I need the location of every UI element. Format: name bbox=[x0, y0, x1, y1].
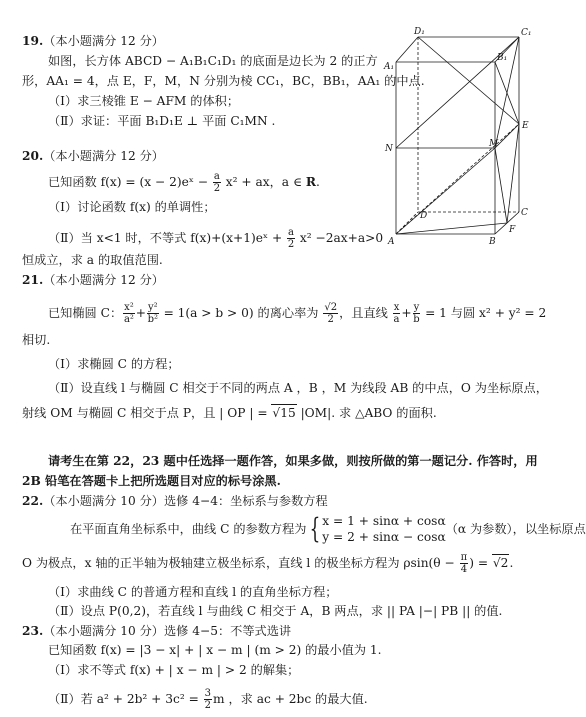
q20-score: （本小题满分 12 分） bbox=[43, 149, 164, 163]
vertex-label-N: N bbox=[385, 144, 393, 154]
q19-stem-line2: 形，AA₁ = 4，点 E，F，M，N 分别为棱 CC₁，BC，BB₁，AA₁ 的中点. bbox=[22, 74, 425, 88]
parametric-system bbox=[322, 513, 445, 545]
vertex-label-B: B bbox=[489, 237, 496, 247]
q20-part2-text-b: x² −2ax+a>0 bbox=[299, 231, 384, 245]
q21-part2-line2 bbox=[22, 404, 437, 421]
q20-stem-text-b: x² + ax，a ∈ bbox=[225, 175, 302, 189]
cuboid-figure bbox=[382, 22, 542, 252]
q22-stem-line2 bbox=[22, 552, 513, 575]
q20-part1: （Ⅰ）讨论函数 f(x) 的单调性； bbox=[48, 200, 216, 214]
fraction-numerator: y² bbox=[148, 302, 158, 313]
q22-text-d: ) = bbox=[469, 556, 489, 570]
vertex-label-C1: C₁ bbox=[521, 28, 532, 38]
q19-number: 19. bbox=[22, 34, 44, 48]
vertex-label-A1: A₁ bbox=[384, 62, 395, 72]
q20-part2-text-a: （Ⅱ）当 x<1 时，不等式 f(x)+(x+1)eˣ + bbox=[48, 231, 283, 245]
sqrt-2: √2 bbox=[492, 556, 509, 570]
q21-text-d: = 1 与圆 x² + y² = 2 bbox=[425, 306, 547, 320]
q22-text-b: （α 为参数），以坐标原点 bbox=[445, 522, 586, 536]
vertex-label-M: M bbox=[489, 139, 499, 149]
fraction-denominator: 4 bbox=[460, 564, 468, 575]
vertex-label-B1: B₁ bbox=[497, 53, 508, 63]
q20-stem-text-c: . bbox=[316, 175, 320, 189]
q22-part1: （Ⅰ）求曲线 C 的普通方程和直线 l 的直角坐标方程； bbox=[48, 585, 338, 599]
fraction-numerator: a bbox=[213, 171, 220, 182]
q21-fraction-y2-b2 bbox=[147, 302, 159, 325]
fraction-numerator: √2 bbox=[324, 302, 338, 313]
parametric-eq-y: y = 2 + sinα − cosα bbox=[322, 530, 446, 544]
q22-score: （本小题满分 10 分）选修 4−4：坐标系与参数方程 bbox=[43, 494, 328, 508]
fraction-denominator: b bbox=[413, 314, 420, 325]
q23-text-b: m ，求 ac + 2bc 的最大值. bbox=[213, 692, 368, 706]
vertex-label-D: D bbox=[420, 211, 428, 221]
q20-stem-text-a: 已知函数 f(x) = (x − 2)eˣ − bbox=[48, 175, 209, 189]
fraction-numerator: 3 bbox=[204, 688, 212, 699]
q19-stem-line1: 如图，长方体 ABCD − A₁B₁C₁D₁ 的底面是边长为 2 的正方 bbox=[48, 54, 378, 68]
sqrt-15: √15 bbox=[272, 406, 296, 420]
q22-text-c: O 为极点，x 轴的正半轴为极轴建立极坐标系，直线 l 的极坐标方程为 ρsin(θ − bbox=[22, 556, 455, 570]
q23-text-a: （Ⅱ）若 a² + 2b² + 3c² = bbox=[48, 692, 199, 706]
plus-sign: + bbox=[401, 306, 412, 320]
notice-line2: 2B 铅笔在答题卡上把所选题目对应的标号涂黑. bbox=[22, 474, 281, 488]
q20-fraction-a-over-2 bbox=[213, 171, 221, 194]
fraction-numerator: a bbox=[288, 227, 295, 238]
vertex-label-D1: D₁ bbox=[414, 27, 425, 37]
q19-part2: （Ⅱ）求证：平面 B₁D₁E ⊥ 平面 C₁MN . bbox=[48, 114, 276, 128]
q23-fraction-3-2 bbox=[204, 688, 212, 711]
q22-header bbox=[22, 493, 328, 509]
q23-number: 23. bbox=[22, 624, 44, 638]
fraction-denominator: a² bbox=[123, 314, 134, 325]
q21-header bbox=[22, 272, 164, 288]
q23-score: （本小题满分 10 分）选修 4−5：不等式选讲 bbox=[43, 624, 292, 638]
fraction-denominator: a bbox=[393, 314, 400, 325]
q21-stem-line2: 相切. bbox=[22, 333, 51, 347]
q22-fraction-pi-4 bbox=[460, 552, 469, 575]
q21-text-c: ，且直线 bbox=[339, 306, 388, 320]
q20-number: 20. bbox=[22, 149, 44, 163]
q22-stem bbox=[70, 512, 586, 546]
q22-number: 22. bbox=[22, 494, 44, 508]
fraction-numerator: π bbox=[460, 552, 468, 563]
q21-text-b: = 1(a > b > 0) 的离心率为 bbox=[163, 306, 319, 320]
notice-line1: 请考生在第 22，23 题中任选择一题作答，如果多做，则按所做的第一题记分. 作答时，用 bbox=[48, 454, 538, 468]
fraction-denominator: 2 bbox=[213, 183, 221, 194]
q23-header bbox=[22, 623, 291, 639]
brace-symbol: { bbox=[310, 512, 321, 545]
q21-fraction-x2-a2 bbox=[123, 302, 135, 325]
q19-header bbox=[22, 33, 164, 49]
vertex-label-F: F bbox=[509, 225, 516, 235]
q20-stem bbox=[48, 171, 320, 194]
q23-stem: 已知函数 f(x) = |3 − x| + | x − m | (m > 2) 的最小值为 1. bbox=[48, 643, 382, 657]
q21-part2-text-a: 射线 OM 与椭圆 C 相交于点 P，且 | OP | = bbox=[22, 406, 268, 420]
q21-part2-text-b: |OM|. 求 △ABO 的面积. bbox=[300, 406, 437, 420]
q22-text-e: . bbox=[509, 556, 514, 570]
q19-score: （本小题满分 12 分） bbox=[43, 34, 164, 48]
q20-part2-end: 恒成立，求 a 的取值范围. bbox=[22, 253, 163, 267]
q21-part2: （Ⅱ）设直线 l 与椭圆 C 相交于不同的两点 A ，B ，M 为线段 AB 的中点，O 为坐标原点， bbox=[48, 381, 548, 395]
q21-number: 21. bbox=[22, 273, 44, 287]
q21-stem bbox=[48, 302, 546, 325]
q22-text-a: 在平面直角坐标系中，曲线 C 的参数方程为 bbox=[70, 522, 307, 536]
q23-part2 bbox=[48, 688, 368, 711]
q21-fraction-x-a bbox=[393, 302, 401, 325]
q23-part1: （Ⅰ）求不等式 f(x) + | x − m | > 2 的解集； bbox=[48, 663, 300, 677]
vertex-label-C: C bbox=[521, 208, 528, 218]
q20-part2-fraction bbox=[287, 227, 295, 250]
q21-fraction-y-b bbox=[413, 302, 421, 325]
fraction-denominator: 2 bbox=[287, 239, 295, 250]
parametric-eq-x: x = 1 + sinα + cosα bbox=[322, 514, 446, 528]
fraction-denominator: b² bbox=[147, 314, 159, 325]
vertex-label-E: E bbox=[522, 121, 529, 131]
q21-score: （本小题满分 12 分） bbox=[43, 273, 164, 287]
q21-fraction-sqrt2-2 bbox=[323, 302, 338, 325]
fraction-denominator: 2 bbox=[204, 700, 212, 711]
fraction-numerator: x bbox=[393, 302, 400, 313]
vertex-label-A: A bbox=[388, 237, 395, 247]
fraction-denominator: 2 bbox=[327, 314, 334, 325]
q22-part2: （Ⅱ）设点 P(0,2)，若直线 l 与曲线 C 相交于 A，B 两点，求 || PA |−| PB || 的值. bbox=[48, 604, 503, 618]
fraction-numerator: y bbox=[413, 302, 420, 313]
q20-part2 bbox=[48, 227, 383, 250]
q21-text-a: 已知椭圆 C： bbox=[48, 306, 123, 320]
fraction-numerator: x² bbox=[124, 302, 134, 313]
q20-header bbox=[22, 148, 164, 164]
q20-real-set: R bbox=[305, 175, 316, 189]
q21-part1: （Ⅰ）求椭圆 C 的方程； bbox=[48, 357, 180, 371]
plus-sign: + bbox=[135, 306, 147, 320]
q19-part1: （Ⅰ）求三棱锥 E − AFM 的体积； bbox=[48, 94, 240, 108]
